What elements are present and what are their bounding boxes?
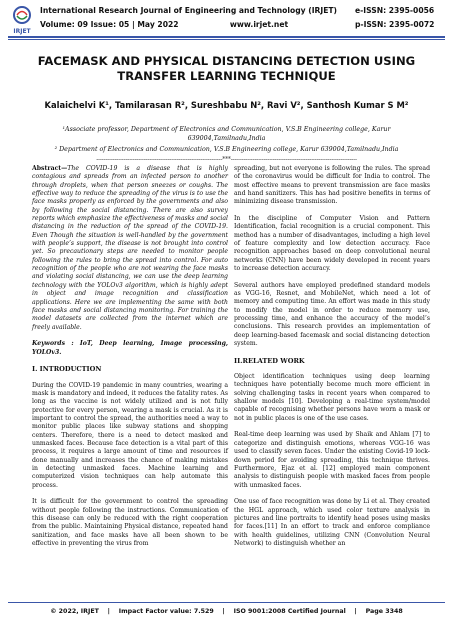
right-column xyxy=(234,165,430,557)
p-issn: p-ISSN: 2395-0072 xyxy=(355,20,435,29)
header-divider xyxy=(8,36,445,38)
journal-website: www.irjet.net xyxy=(229,20,289,29)
paper-authors: Kalaichelvi K¹, Tamilarasan R², Sureshbabu N², Ravi V², Santhosh Kumar S M² xyxy=(44,100,409,110)
related-paragraph-2: Real-time deep learning was used by Shaik and Ahlam [7] to categorize and distinguish emotions, whereas VGG-16 was used to classify seven faces. Under the existing Covid-19 lock-down period for avoiding spreading, this technique thrives. Furthermore, Ejaz et al. [12] employed main component analysis to distinguish people with masked faces from people with unmasked faces. xyxy=(234,431,430,489)
abstract-text: The COVID-19 is a disease that is highly contagious and spreads from an infected person to another through droplets, when that person sneezes or coughs. The effective way to reduce the spreading of the virus is to use the face masks properly as enforced by the governments and also by following the social distancing. There are also survey reports which emphasize the effectiveness of masks and social distancing in the reduction of the spread of the COVID-19. Even Though the situation is well-handled by the government with people’s support, the disease is not brought into control yet. So precautionary steps are needed to monitor people following the rules to bring the spread into control. For auto recognition of the people who are not wearing the face masks and violating social distancing, we can use the deep learning technology with the YOLOv3 algorithm, which is highly adept in object and image recognition and classification applications. Here we are implementing the same with both face masks and social distancing monitoring. For training the model datasets are collected from the internet which are freely available. xyxy=(32,165,228,331)
keywords-label: Keywords : xyxy=(32,340,74,348)
journal-volume-line xyxy=(40,20,288,29)
irjet-logo xyxy=(8,4,36,36)
e-issn: e-ISSN: 2395-0056 xyxy=(355,6,435,15)
logo-text: IRJET xyxy=(13,28,31,35)
paper-title: FACEMASK AND PHYSICAL DISTANCING DETECTION USING TRANSFER LEARNING TECHNIQUE xyxy=(37,54,416,83)
affiliation-1: ¹Associate professor, Department of Electronics and Communication, V.S.B Engineering college, Karur 639004,Tamilnadu,India xyxy=(62,126,391,142)
intro-paragraph-2: It is difficult for the government to control the spreading without people following the instructions. Communication of this disease can only be reduced with the right cooperation from the public. Maintaining Physical distance, repeated hand sanitization, and face masks have all been shown to be effective in preventing the virus from xyxy=(32,498,228,547)
left-column xyxy=(32,165,228,557)
abstract-label: Abstract— xyxy=(32,165,68,172)
journal-name: International Research Journal of Engineering and Technology (IRJET) xyxy=(40,6,338,15)
volume-issue: Volume: 09 Issue: 05 | May 2022 xyxy=(40,20,179,29)
affiliation-2: ² Department of Electronics and Communication, V.S.B Engineering college, Karur 639004,Tamilnadu,India xyxy=(54,146,399,153)
right-paragraph-3: Several authors have employed predefined standard models as VGG-16, Resnet, and MobileNet, which need a lot of memory and computing time. An effort was made in this study to modify the model in order to reduce memory use, processing time, and enhance the accuracy of the model’s conclusions. This research provides an implementation of deep learning-based facemask and social distancing detection system. xyxy=(234,281,430,348)
intro-paragraph-1: During the COVID-19 pandemic in many countries, wearing a mask is mandatory and indeed, it reduces the fatality rates. As long as the vaccine is not widely utilized and is not fully protective for every person, wearing a mask is crucial. As it is important to control the spread, the authorities need a way to monitor public places like subway stations and shopping centers. Therefore, there is a need to detect masked and unmasked faces. Because face detection is a vital part of this process, it requires a large amount of time and resources if done manually and increases the chance of making mistakes in detecting unmasked faces. Machine learning and computerized vision techniques can help automate this process. xyxy=(32,381,228,489)
footer-divider xyxy=(8,602,445,603)
related-paragraph-1: Object identification techniques using deep learning techniques have potentially become much more efficient in solving challenging tasks in recent years when compared to shallow models [10]. Developing a real-time system/model capable of recognising whether persons have worn a mask or not in public places is one of the use cases. xyxy=(234,373,430,422)
intro-heading: I. INTRODUCTION xyxy=(32,365,102,374)
related-paragraph-3: One use of face recognition was done by Li et al. They created the HGL approach, which used color texture analysis in pictures and line portraits to identify head poses using masks for faces.[11] In an effort to track and enforce compliance with health guidelines, utilizing CNN (Convolution Neural Network) to distinguish whether an xyxy=(234,498,430,547)
right-paragraph-2: In the discipline of Computer Vision and Pattern Identification, facial recognition is a crucial component. This method has a number of disadvantages, including a high level of feature complexity and low detection accuracy. Face recognition approaches based on deep convolutional neural networks (CNN) have been widely developed in recent years to increase detection accuracy. xyxy=(234,215,430,273)
abstract xyxy=(32,165,228,332)
keywords-text: IoT, Deep learning, Image processing, YOLOv3. xyxy=(32,340,228,356)
header-divider-thin xyxy=(8,39,445,40)
page-footer: © 2022, IRJET | Impact Factor value: 7.529 | ISO 9001:2008 Certified Journal | Page 3348 xyxy=(50,608,403,615)
section-separator: ---------------------------------------------------------------------***--------------------------------------------------------------------- xyxy=(96,156,357,163)
keywords xyxy=(32,340,228,357)
right-paragraph-1: spreading, but not everyone is following the rules. The spread of the coronavirus would be difficult for India to control. The most effective means to prevent transmission are face masks and hand sanitizers. This has had positive benefits in terms of minimizing disease transmission. xyxy=(234,165,430,206)
related-work-heading: II.RELATED WORK xyxy=(234,356,305,365)
